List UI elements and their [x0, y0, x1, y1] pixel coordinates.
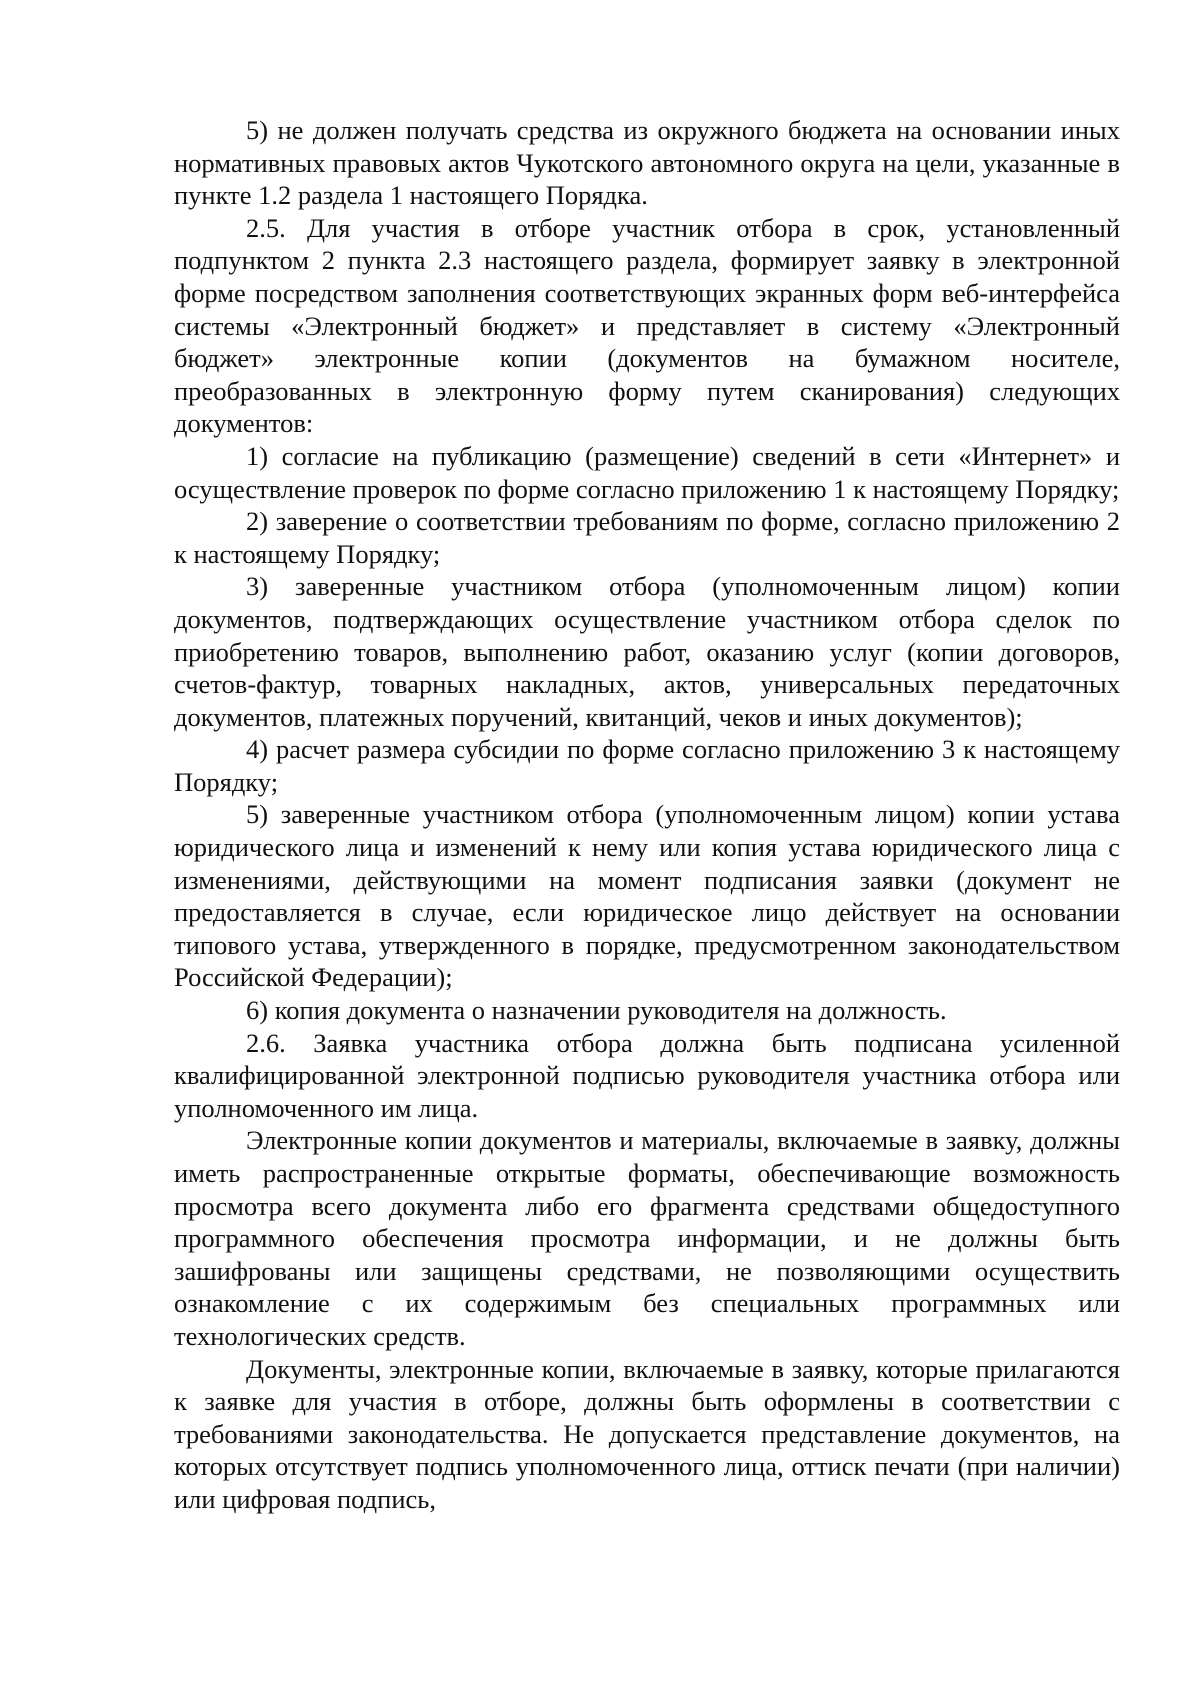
- paragraph-documents: Документы, электронные копии, включаемые в заявку, которые прилагаются к заявке для участия в отборе, должны быть оформлены в соответствии с требованиями законодательства. Не допускается представление документов, на которых отсутствует подпись уполномоченного лица, оттиск печати (при наличии) или цифровая подпись,: [174, 1353, 1120, 1514]
- paragraph-2-6: 2.6. Заявка участника отбора должна быть подписана усиленной квалифицированной электронной подписью руководителя участника отбора или уполномоченного им лица.: [174, 1027, 1120, 1123]
- paragraph-doc-2: 2) заверение о соответствии требованиям по форме, согласно приложению 2 к настоящему Порядку;: [174, 506, 1120, 569]
- paragraph-electronic-copies: Электронные копии документов и материалы, включаемые в заявку, должны иметь распространенные открытые форматы, обеспечивающие возможность просмотра всего документа либо его фрагмента средствами общедоступного программного обеспечения просмотра информации, и не должны быть зашифрованы или защищены средствами, не позволяющими осуществить ознакомление с их содержимым без специальных программных или технологических средств.: [174, 1125, 1120, 1351]
- paragraph-doc-4: 4) расчет размера субсидии по форме согласно приложению 3 к настоящему Порядку;: [174, 734, 1120, 797]
- paragraph-doc-3: 3) заверенные участником отбора (уполномоченным лицом) копии документов, подтверждающих осуществление участником отбора сделок по приобретению товаров, выполнению работ, оказанию услуг (копии договоров, счетов-фактур, товарных накладных, актов, универсальных передаточных документов, платежных поручений, квитанций, чеков и иных документов);: [174, 571, 1120, 732]
- paragraph-doc-1: 1) согласие на публикацию (размещение) сведений в сети «Интернет» и осуществление проверок по форме согласно приложению 1 к настоящему Порядку;: [174, 440, 1120, 504]
- paragraph-item-5-budget: 5) не должен получать средства из окружного бюджета на основании иных нормативных правовых актов Чукотского автономного округа на цели, указанные в пункте 1.2 раздела 1 настоящего Порядка.: [174, 115, 1120, 211]
- paragraph-doc-5: 5) заверенные участником отбора (уполномоченным лицом) копии устава юридического лица и изменений к нему или копия устава юридического лица с изменениями, действующими на момент подписания заявки (документ не предоставляется в случае, если юридическое лицо действует на основании типового устава, утвержденного в порядке, предусмотренном законодательством Российской Федерации);: [174, 799, 1120, 993]
- paragraph-2-5: 2.5. Для участия в отборе участник отбора в срок, установленный подпунктом 2 пункта 2.3 настоящего раздела, формирует заявку в электронной форме посредством заполнения соответствующих экранных форм веб-интерфейса системы «Электронный бюджет» и представляет в систему «Электронный бюджет» электронные копии (документов на бумажном носителе, преобразованных в электронную форму путем сканирования) следующих документов:: [174, 212, 1120, 439]
- paragraph-doc-6: 6) копия документа о назначении руководителя на должность.: [246, 995, 947, 1026]
- document-body: [174, 114, 1120, 1516]
